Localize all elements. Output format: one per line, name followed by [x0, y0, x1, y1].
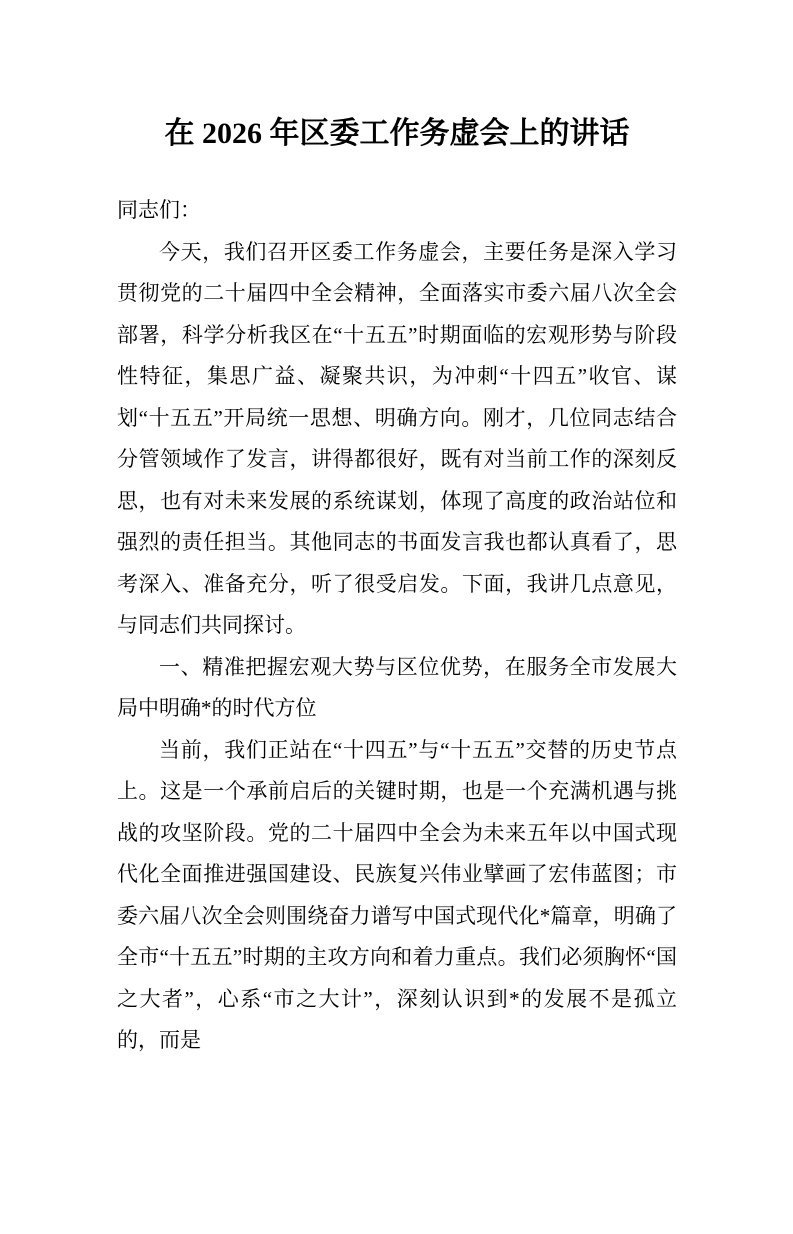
- salutation: 同志们：: [117, 198, 201, 222]
- body-paragraph-1: 当前，我们正站在“十四五”与“十五五”交替的历史节点上。这是一个承前启后的关键时期，也是一个充满机遇与挑战的攻坚阶段。党的二十届四中全会为未来五年以中国式现代化全面推进强国建设、民族复兴伟业擘画了宏伟蓝图；市委六届八次全会则围绕奋力谱写中国式现代化*篇章，明确了全市“十五五”时期的主攻方向和着力重点。我们必须胸怀“国之大者”，心系“市之大计”，深刻认识到*的发展不是孤立的，而是: [117, 737, 677, 1052]
- section-heading-1: 一、精准把握宏观大势与区位优势，在服务全市发展大局中明确*的时代方位: [117, 654, 677, 720]
- opening-paragraph: 今天，我们召开区委工作务虚会，主要任务是深入学习贯彻党的二十届四中全会精神，全面落实市委六届八次全会部署，科学分析我区在“十五五”时期面临的宏观形势与阶段性特征，集思广益、凝聚共识，为冲刺“十四五”收官、谋划“十五五”开局统一思想、明确方向。刚才，几位同志结合分管领域作了发言，讲得都很好，既有对当前工作的深刻反思，也有对未来发展的系统谋划，体现了高度的政治站位和强烈的责任担当。其他同志的书面发言我也都认真看了，思考深入、准备充分，听了很受启发。下面，我讲几点意见，与同志们共同探讨。: [117, 239, 677, 637]
- document-title: 在 2026 年区委工作务虚会上的讲话: [164, 117, 630, 150]
- document-page: [0, 112, 793, 1234]
